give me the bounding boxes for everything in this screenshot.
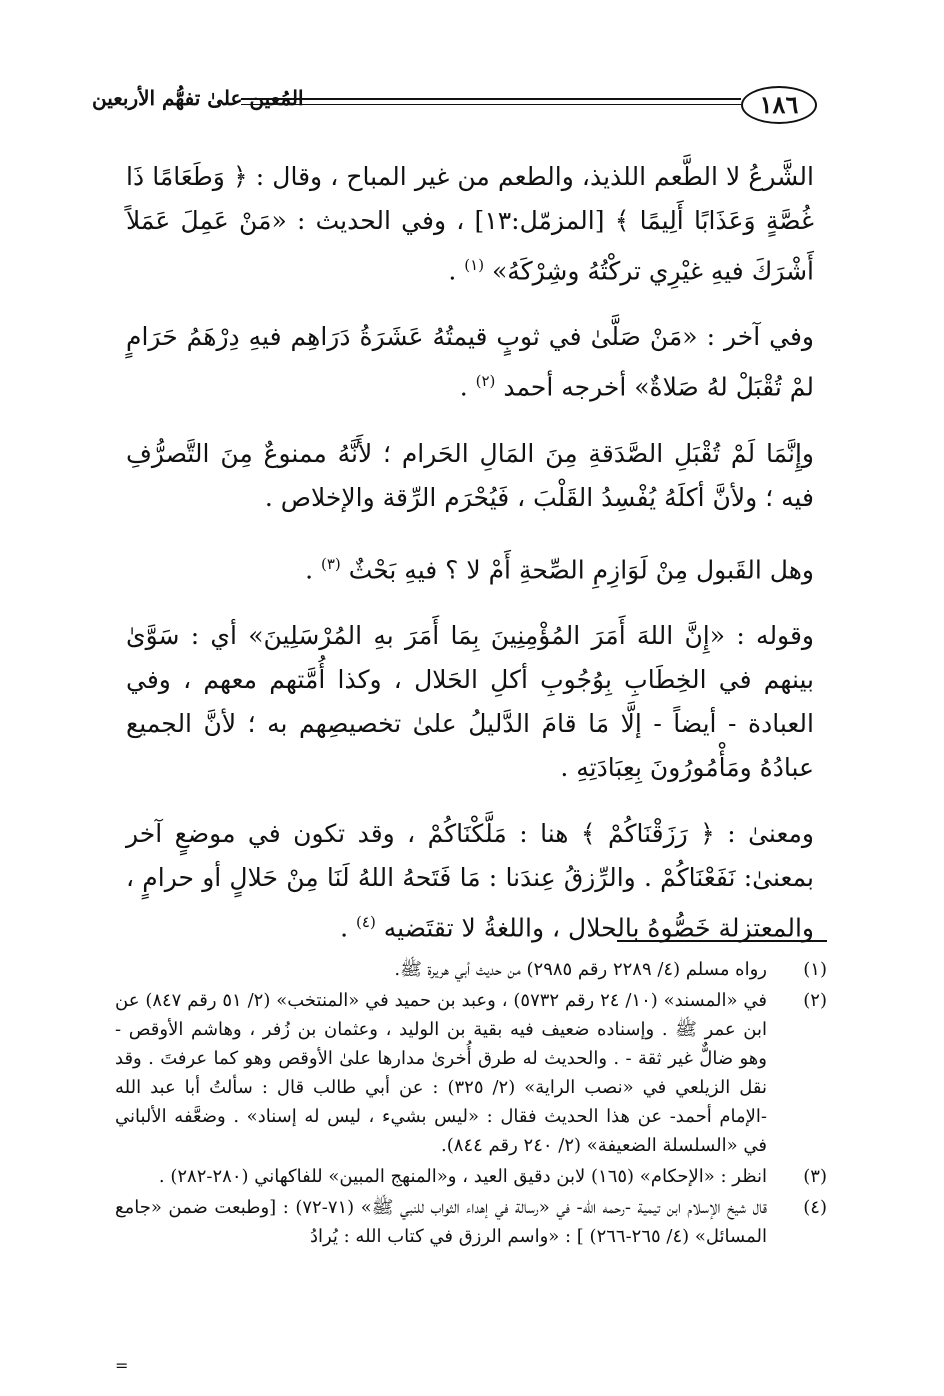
- footnote-number: (٢): [803, 990, 827, 1011]
- paragraph: [126, 432, 814, 520]
- footnote-number: (٣): [803, 1166, 827, 1187]
- footnote-number: (١): [803, 959, 827, 980]
- footnote-text: رواه مسلم (٤/ ٢٢٨٩ رقم ٢٩٨٥) من حديث أبي هريرة ﷺ.: [394, 959, 767, 980]
- header-rule: [241, 98, 741, 100]
- footnote-ref: (١): [464, 256, 485, 274]
- paragraph-text: وإِنَّمَا لَمْ تُقْبَلِ الصَّدَقةِ مِنَ المَالِ الحَرام ؛ لأَنَّهُ ممنوعٌ مِنَ التَّصرُّفِ فيه ؛ ولأنَّ أكلَهُ يُفْسِدُ القَلْبَ ، فَيُحْرَم الرِّقة والإخلاص .: [126, 438, 814, 512]
- footnote: [115, 1193, 827, 1251]
- footnotes: [115, 955, 827, 1253]
- footnote-ref: (٣): [320, 554, 341, 573]
- paragraph-end: .: [459, 372, 476, 402]
- paragraph-text: وقوله : «إِنَّ اللهَ أَمَرَ المُؤْمِنِينَ بِمَا أَمَرَ بهِ المُرْسَلِينَ» أي : سَوَّىٰ بينهم في الخِطَابِ بِوُجُوبِ أكلِ الحَلال ، وكذا أُمَّتهم معهم ، وفي العبادة - أيضاً - إلَّا مَا قامَ الدَّليلُ علىٰ تخصيصِهم به ؛ لأنَّ الجميع عبادُهُ ومَأْمُورُونَ بِعِبَادَتِهِ .: [126, 620, 814, 782]
- paragraph: [126, 614, 814, 790]
- paragraph-text: ومعنىٰ : ﴿ رَزَقْنَاكُمْ ﴾ هنا : مَلَّكْنَاكُمْ ، وقد تكون في موضعٍ آخر بمعنىٰ: نَفَعْنَاكُمْ . والرِّزقُ عِندَنا : مَا فَتَحهُ اللهُ لَنَا مِنْ حَلالٍ أو حرامٍ ، والمعتزلة خَصُّوهُ بالحلال ، واللغةُ لا تقتَضيه: [126, 818, 814, 943]
- footnote-text: في «المسند» (١٠/ ٢٤ رقم ٥٧٣٢) ، وعبد بن حميد في «المنتخب» (٢/ ٥١ رقم ٨٤٧) عن ابن عمر ﷺ . وإسناده ضعيف فيه بقية بن الوليد ، وعثمان بن زُفر ، وهاشم الأوقص - وهو ضالٌّ غير ثقة - . والحديث له طرق أُخرىٰ مدارها علىٰ الأوقص وهو كما عرفتَ . وقد نقل الزيلعي في «نصب الراية» (٢/ ٣٢٥) : عن أبي طالب قال : سألتُ أبا عبد الله -الإمام أحمد- عن هذا الحديث فقال : «ليس بشيء ، ليس له إسناد» . وضعَّفه الألباني في «السلسلة الضعيفة» (٢/ ٢٤٠ رقم ٨٤٤).: [115, 990, 767, 1156]
- paragraph-end: .: [340, 913, 357, 943]
- paragraph-end: .: [448, 256, 465, 286]
- page-header: [92, 86, 817, 130]
- header-rule-thin: [241, 104, 741, 105]
- continuation-mark: =: [115, 1356, 129, 1375]
- paragraph: [126, 315, 814, 409]
- main-text: [126, 155, 814, 972]
- book-title: المُعين علىٰ تفهُّم الأربعين: [92, 86, 304, 110]
- paragraph: [126, 542, 814, 592]
- footnote-text: انظر : «الإحكام» (١٦٥) لابن دقيق العيد ، و«المنهج المبين» للفاكهاني (٢٨٠-٢٨٢) .: [158, 1166, 767, 1187]
- footnote: [115, 1162, 827, 1191]
- footnote-number: (٤): [803, 1197, 827, 1218]
- footnote-ref: (٢): [475, 372, 496, 391]
- paragraph-text: الشَّرعُ لا الطَّعم اللذيذ، والطعم من غير المباح ، وقال : ﴿ وَطَعَامًا ذَا غُصَّةٍ وَعَذَابًا أَلِيمًا ﴾ [المزمّل:١٣] ، وفي الحديث : «مَنْ عَمِلَ عَمَلاً أَشْرَكَ فيهِ غيْرِي تركْتُهُ وشِرْكَهُ»: [126, 162, 814, 286]
- footnote-separator: [617, 940, 827, 942]
- paragraph: [126, 812, 814, 950]
- footnote: [115, 955, 827, 984]
- paragraph-end: .: [305, 554, 321, 584]
- paragraph: [126, 155, 814, 293]
- footnote-text: قال شيخ الإسلام ابن تيمية -رحمه الله- في «رسالة في إهداء الثواب للنبي ﷺ» (٧١-٧٢) : [وطبعت ضمن «جامع المسائل» (٤/ ٢٦٥-٢٦٦) ] : «واسم الرزق في كتاب الله : يُرادُ: [115, 1197, 767, 1247]
- paragraph-text: وهل القَبول مِنْ لَوَازِمِ الصِّحةِ أَمْ لا ؟ فيهِ بَحْثٌ: [348, 554, 814, 584]
- footnote: [115, 986, 827, 1160]
- footnote-ref: (٤): [356, 912, 376, 931]
- page-number: ١٨٦: [741, 86, 817, 124]
- paragraph-text: وفي آخر : «مَنْ صَلَّىٰ في ثوبٍ قيمتُهُ عَشَرَةُ دَرَاهِم فيهِ دِرْهَمُ حَرَامٍ لمْ تُقْبَلْ لهُ صَلاةٌ» أخرجه أحمد: [126, 322, 814, 402]
